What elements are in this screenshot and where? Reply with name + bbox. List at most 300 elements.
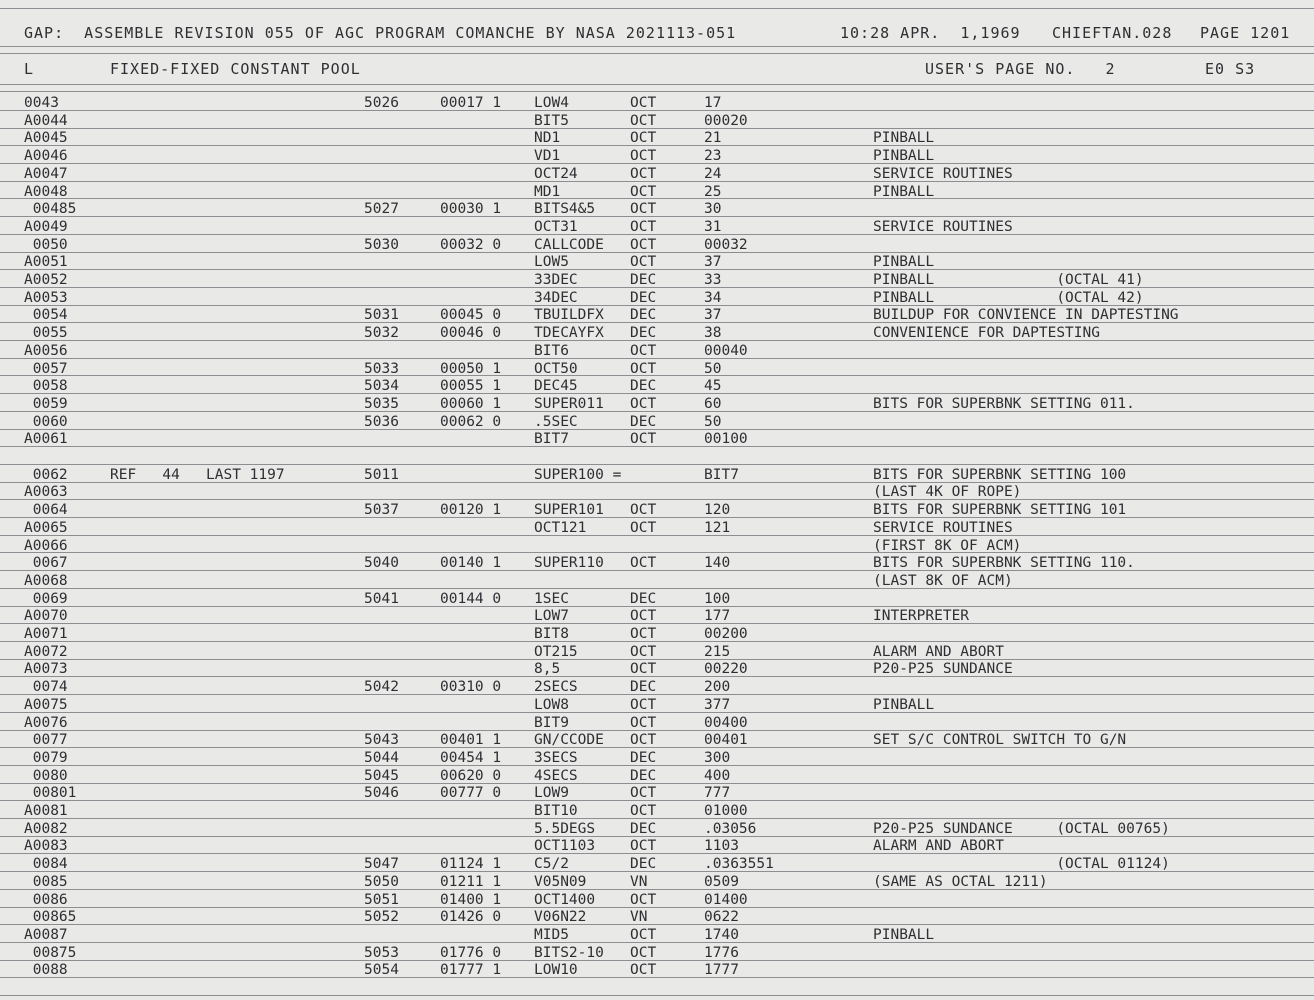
operand: 1777 (704, 962, 739, 979)
opcode: OCT (630, 944, 657, 961)
symbol-label: .5SEC (534, 413, 578, 430)
opcode: DEC (630, 767, 657, 784)
opcode: OCT (630, 626, 657, 642)
operand: 1776 (704, 944, 739, 961)
line-number: 0057 (24, 360, 68, 377)
opcode: DEC (630, 820, 657, 837)
symbol-label: LOW8 (534, 696, 569, 713)
line-number: A0061 (24, 431, 68, 448)
operand: 50 (704, 360, 722, 377)
symbol-label: MD1 (534, 183, 561, 200)
comment: (LAST 4K OF ROPE) (873, 484, 1022, 501)
symbol-label: 3SECS (534, 749, 578, 766)
symbol-label: OCT1103 (534, 838, 596, 855)
table-row (0, 237, 1314, 255)
comment: BITS FOR SUPERBNK SETTING 011. (873, 395, 1135, 412)
table-row (0, 555, 1314, 573)
line-number: 0069 (24, 590, 68, 607)
line-number: 0059 (24, 395, 68, 412)
comment: BITS FOR SUPERBNK SETTING 100 (873, 466, 1127, 483)
table-row (0, 679, 1314, 697)
table-row (0, 909, 1314, 927)
symbol-label: LOW10 (534, 962, 578, 979)
symbol-label: SUPER101 (534, 502, 604, 519)
line-number: A0083 (24, 838, 68, 855)
operand: 1740 (704, 926, 739, 943)
address: 5031 (364, 307, 399, 324)
operand: 30 (704, 201, 722, 218)
address: 5040 (364, 555, 399, 572)
operand: 01000 (704, 803, 748, 819)
table-row (0, 414, 1314, 432)
table-row (0, 573, 1314, 591)
symbol-label: GN/CCODE (534, 732, 604, 749)
line-number: A0087 (24, 926, 68, 943)
opcode: DEC (630, 378, 657, 395)
header-page: PAGE 1201 (1200, 24, 1291, 42)
operand: 121 (704, 519, 731, 536)
operand: 00040 (704, 342, 748, 359)
operand: 60 (704, 395, 722, 412)
table-row (0, 821, 1314, 839)
operand: 120 (704, 502, 731, 519)
octal-value: 00120 1 (440, 502, 502, 519)
opcode: DEC (630, 590, 657, 607)
symbol-label: BITS4&5 (534, 201, 596, 218)
operand: 37 (704, 254, 722, 271)
operand: .0363551 (704, 856, 774, 873)
table-row (0, 927, 1314, 945)
symbol-label: BIT6 (534, 342, 569, 359)
octal-value: 00032 0 (440, 236, 502, 253)
rule-line (0, 91, 1314, 92)
symbol-label: OCT24 (534, 165, 578, 182)
user-page-number: USER'S PAGE NO. 2 (925, 60, 1116, 78)
table-row (0, 254, 1314, 272)
line-number: A0063 (24, 484, 68, 501)
opcode: OCT (630, 838, 657, 855)
opcode: OCT (630, 254, 657, 271)
comment: PINBALL (OCTAL 42) (873, 289, 1144, 306)
symbol-label: OT215 (534, 643, 578, 660)
octal-value: 00140 1 (440, 555, 502, 572)
address: 5051 (364, 891, 399, 908)
table-row (0, 484, 1314, 502)
address: 5045 (364, 767, 399, 784)
line-number: 0054 (24, 307, 68, 324)
table-row (0, 378, 1314, 396)
comment: PINBALL (873, 696, 935, 713)
listing-code: E0 S3 (1205, 60, 1256, 78)
line-number: 00801 (24, 785, 77, 802)
table-row (0, 307, 1314, 325)
table-row (0, 785, 1314, 803)
table-row (0, 219, 1314, 237)
comment: PINBALL (873, 148, 935, 165)
address: 5033 (364, 360, 399, 377)
address: 5037 (364, 502, 399, 519)
comment: PINBALL (873, 254, 935, 271)
listing-type: L (24, 60, 35, 78)
comment: INTERPRETER (873, 608, 970, 625)
opcode: OCT (630, 342, 657, 359)
operand: 00032 (704, 236, 748, 253)
table-row (0, 201, 1314, 219)
table-row (0, 732, 1314, 750)
operand: 00100 (704, 431, 748, 448)
address: 5043 (364, 732, 399, 749)
symbol-label: BITS2-10 (534, 944, 604, 961)
table-row (0, 874, 1314, 892)
octal-value: 00062 0 (440, 413, 502, 430)
table-row (0, 626, 1314, 644)
section-title: FIXED-FIXED CONSTANT POOL (110, 60, 361, 78)
opcode: OCT (630, 502, 657, 519)
comment: BITS FOR SUPERBNK SETTING 101 (873, 502, 1127, 519)
operand: 00400 (704, 714, 748, 731)
table-row (0, 184, 1314, 202)
opcode: OCT (630, 395, 657, 412)
table-row (0, 591, 1314, 609)
symbol-label: OCT1400 (534, 891, 596, 908)
comment: ALARM AND ABORT (873, 643, 1004, 660)
comment: (OCTAL 01124) (873, 856, 1170, 873)
table-row (0, 697, 1314, 715)
opcode: OCT (630, 962, 657, 979)
octal-value: 00030 1 (440, 201, 502, 218)
table-row (0, 361, 1314, 379)
symbol-label: LOW4 (534, 95, 569, 111)
opcode: OCT (630, 803, 657, 819)
symbol-label: SUPER011 (534, 395, 604, 412)
operand: .03056 (704, 820, 757, 837)
table-row (0, 520, 1314, 538)
table-row (0, 431, 1314, 449)
table-row (0, 644, 1314, 662)
opcode: OCT (630, 714, 657, 731)
symbol-label: 34DEC (534, 289, 578, 306)
line-number: 0050 (24, 236, 68, 253)
line-number: 0086 (24, 891, 68, 908)
symbol-label: OCT50 (534, 360, 578, 377)
opcode: DEC (630, 272, 657, 288)
symbol-label: 33DEC (534, 272, 578, 288)
table-row (0, 113, 1314, 131)
table-row (0, 538, 1314, 556)
opcode: OCT (630, 95, 657, 111)
comment: CONVENIENCE FOR DAPTESTING (873, 325, 1100, 342)
opcode: OCT (630, 148, 657, 165)
octal-value: 00777 0 (440, 785, 502, 802)
table-row (0, 608, 1314, 626)
rule-line (0, 46, 1314, 47)
operand: 00200 (704, 626, 748, 642)
line-number: 0088 (24, 962, 68, 979)
rule-line (0, 995, 1314, 996)
opcode: DEC (630, 413, 657, 430)
line-number: A0070 (24, 608, 68, 625)
comment: SET S/C CONTROL SWITCH TO G/N (873, 732, 1127, 749)
line-number: A0047 (24, 165, 68, 182)
table-row (0, 166, 1314, 184)
symbol-label: BIT7 (534, 431, 569, 448)
opcode: OCT (630, 519, 657, 536)
opcode: VN (630, 909, 648, 926)
operand: 34 (704, 289, 722, 306)
line-number: 00875 (24, 944, 77, 961)
symbol-label: VD1 (534, 148, 561, 165)
table-row (0, 945, 1314, 963)
operand: 01400 (704, 891, 748, 908)
line-number: 0067 (24, 555, 68, 572)
octal-value: 00055 1 (440, 378, 502, 395)
operand: 17 (704, 95, 722, 111)
address: 5041 (364, 590, 399, 607)
table-row (0, 892, 1314, 910)
symbol-label: BIT10 (534, 803, 578, 819)
comment: BUILDUP FOR CONVIENCE IN DAPTESTING (873, 307, 1179, 324)
line-number: A0081 (24, 803, 68, 819)
table-row (0, 396, 1314, 414)
octal-value: 01426 0 (440, 909, 502, 926)
line-number: 00485 (24, 201, 77, 218)
line-number: A0075 (24, 696, 68, 713)
symbol-label: LOW9 (534, 785, 569, 802)
table-row (0, 803, 1314, 821)
octal-value: 00046 0 (440, 325, 502, 342)
line-number: A0076 (24, 714, 68, 731)
symbol-label: CALLCODE (534, 236, 604, 253)
opcode: OCT (630, 643, 657, 660)
opcode: OCT (630, 431, 657, 448)
line-number: A0071 (24, 626, 68, 642)
operand: 21 (704, 130, 722, 147)
symbol-label: 5.5DEGS (534, 820, 596, 837)
table-row (0, 325, 1314, 343)
opcode: VN (630, 873, 648, 890)
operand: 23 (704, 148, 722, 165)
operand: 215 (704, 643, 731, 660)
table-row (0, 838, 1314, 856)
line-number: 0079 (24, 749, 68, 766)
opcode: OCT (630, 130, 657, 147)
opcode: OCT (630, 183, 657, 200)
line-number: A0073 (24, 661, 68, 678)
line-number: 0058 (24, 378, 68, 395)
rule-line (0, 84, 1314, 85)
line-number: 0077 (24, 732, 68, 749)
opcode: OCT (630, 926, 657, 943)
symbol-label: TBUILDFX (534, 307, 604, 324)
operand: 1103 (704, 838, 739, 855)
address: 5035 (364, 395, 399, 412)
operand: 100 (704, 590, 731, 607)
symbol-label: OCT121 (534, 519, 587, 536)
line-number: 0060 (24, 413, 68, 430)
header-file: CHIEFTAN.028 (1052, 24, 1173, 42)
address: 5026 (364, 95, 399, 111)
symbol-label: 1SEC (534, 590, 569, 607)
table-row (0, 962, 1314, 980)
line-number: A0048 (24, 183, 68, 200)
address: 5054 (364, 962, 399, 979)
header-time: 10:28 APR. 1,1969 (840, 24, 1021, 42)
line-number: A0046 (24, 148, 68, 165)
table-row (0, 768, 1314, 786)
comment: PINBALL (873, 130, 935, 147)
address: 5052 (364, 909, 399, 926)
comment: PINBALL (873, 183, 935, 200)
symbol-label: LOW5 (534, 254, 569, 271)
line-number: A0056 (24, 342, 68, 359)
address: 5050 (364, 873, 399, 890)
symbol-label: DEC45 (534, 378, 578, 395)
comment: PINBALL (873, 926, 935, 943)
opcode: DEC (630, 325, 657, 342)
line-number: 0062 (24, 466, 68, 483)
operand: 50 (704, 413, 722, 430)
comment: P20-P25 SUNDANCE (OCTAL 00765) (873, 820, 1170, 837)
opcode: OCT (630, 165, 657, 182)
operand: BIT7 (704, 466, 739, 483)
opcode: OCT (630, 732, 657, 749)
line-number: A0045 (24, 130, 68, 147)
line-number: A0051 (24, 254, 68, 271)
line-number: 0084 (24, 856, 68, 873)
operand: 777 (704, 785, 731, 802)
octal-value: 01400 1 (440, 891, 502, 908)
opcode: OCT (630, 785, 657, 802)
line-number: A0072 (24, 643, 68, 660)
line-number: A0053 (24, 289, 68, 306)
comment: ALARM AND ABORT (873, 838, 1004, 855)
table-row (0, 130, 1314, 148)
octal-value: 00050 1 (440, 360, 502, 377)
line-number: 0043 (24, 95, 59, 111)
opcode: DEC (630, 749, 657, 766)
octal-value: 01777 1 (440, 962, 502, 979)
opcode: OCT (630, 661, 657, 678)
table-row (0, 343, 1314, 361)
octal-value: 00017 1 (440, 95, 502, 111)
octal-value: 00454 1 (440, 749, 502, 766)
octal-value: 00401 1 (440, 732, 502, 749)
operand: 45 (704, 378, 722, 395)
opcode: DEC (630, 679, 657, 696)
operand: 377 (704, 696, 731, 713)
operand: 140 (704, 555, 731, 572)
symbol-label: C5/2 (534, 856, 569, 873)
line-number: 0074 (24, 679, 68, 696)
opcode: OCT (630, 608, 657, 625)
symbol-label: OCT31 (534, 218, 578, 235)
line-number: 00865 (24, 909, 77, 926)
comment: SERVICE ROUTINES (873, 165, 1013, 182)
opcode: OCT (630, 696, 657, 713)
address: 5030 (364, 236, 399, 253)
table-row (0, 272, 1314, 290)
line-number: 0064 (24, 502, 68, 519)
table-row (0, 856, 1314, 874)
opcode: OCT (630, 201, 657, 218)
opcode: OCT (630, 218, 657, 235)
operand: 0509 (704, 873, 739, 890)
operand: 24 (704, 165, 722, 182)
octal-value: 00060 1 (440, 395, 502, 412)
symbol-label: 2SECS (534, 679, 578, 696)
address: 5047 (364, 856, 399, 873)
table-row (0, 467, 1314, 485)
operand: 00220 (704, 661, 748, 678)
rule-line (0, 8, 1314, 9)
operand: 38 (704, 325, 722, 342)
table-row (0, 95, 1314, 113)
table-row (0, 661, 1314, 679)
opcode: DEC (630, 289, 657, 306)
octal-value: 00144 0 (440, 590, 502, 607)
line-number: A0082 (24, 820, 68, 837)
address: 5044 (364, 749, 399, 766)
symbol-label: V06N22 (534, 909, 587, 926)
operand: 31 (704, 218, 722, 235)
opcode: OCT (630, 112, 657, 129)
comment: PINBALL (OCTAL 41) (873, 272, 1144, 288)
opcode: OCT (630, 236, 657, 253)
symbol-label: LOW7 (534, 608, 569, 625)
line-number: A0065 (24, 519, 68, 536)
operand: 25 (704, 183, 722, 200)
comment: (LAST 8K OF ACM) (873, 572, 1013, 589)
comment: (FIRST 8K OF ACM) (873, 537, 1022, 554)
operand: 177 (704, 608, 731, 625)
symbol-label: MID5 (534, 926, 569, 943)
address: 5053 (364, 944, 399, 961)
table-row (0, 148, 1314, 166)
comment: SERVICE ROUTINES (873, 218, 1013, 235)
octal-value: 01211 1 (440, 873, 502, 890)
operand: 300 (704, 749, 731, 766)
opcode: OCT (630, 891, 657, 908)
operand: 00401 (704, 732, 748, 749)
ref-info: REF 44 LAST 1197 (110, 466, 285, 483)
line-number: 0055 (24, 325, 68, 342)
opcode: DEC (630, 856, 657, 873)
symbol-label: BIT8 (534, 626, 569, 642)
table-row (0, 715, 1314, 733)
operand: 33 (704, 272, 722, 288)
line-number: A0052 (24, 272, 68, 288)
address: 5034 (364, 378, 399, 395)
symbol-label: 4SECS (534, 767, 578, 784)
table-row (0, 290, 1314, 308)
octal-value: 00310 0 (440, 679, 502, 696)
symbol-label: V05N09 (534, 873, 587, 890)
symbol-label: SUPER110 (534, 555, 604, 572)
opcode: DEC (630, 307, 657, 324)
opcode: OCT (630, 360, 657, 377)
comment: P20-P25 SUNDANCE (873, 661, 1013, 678)
symbol-label: TDECAYFX (534, 325, 604, 342)
rule-line (0, 53, 1314, 54)
symbol-label: 8,5 (534, 661, 561, 678)
symbol-label: BIT9 (534, 714, 569, 731)
table-row (0, 750, 1314, 768)
comment: SERVICE ROUTINES (873, 519, 1013, 536)
address: 5032 (364, 325, 399, 342)
line-number: 0085 (24, 873, 68, 890)
octal-value: 00620 0 (440, 767, 502, 784)
symbol-label: BIT5 (534, 112, 569, 129)
